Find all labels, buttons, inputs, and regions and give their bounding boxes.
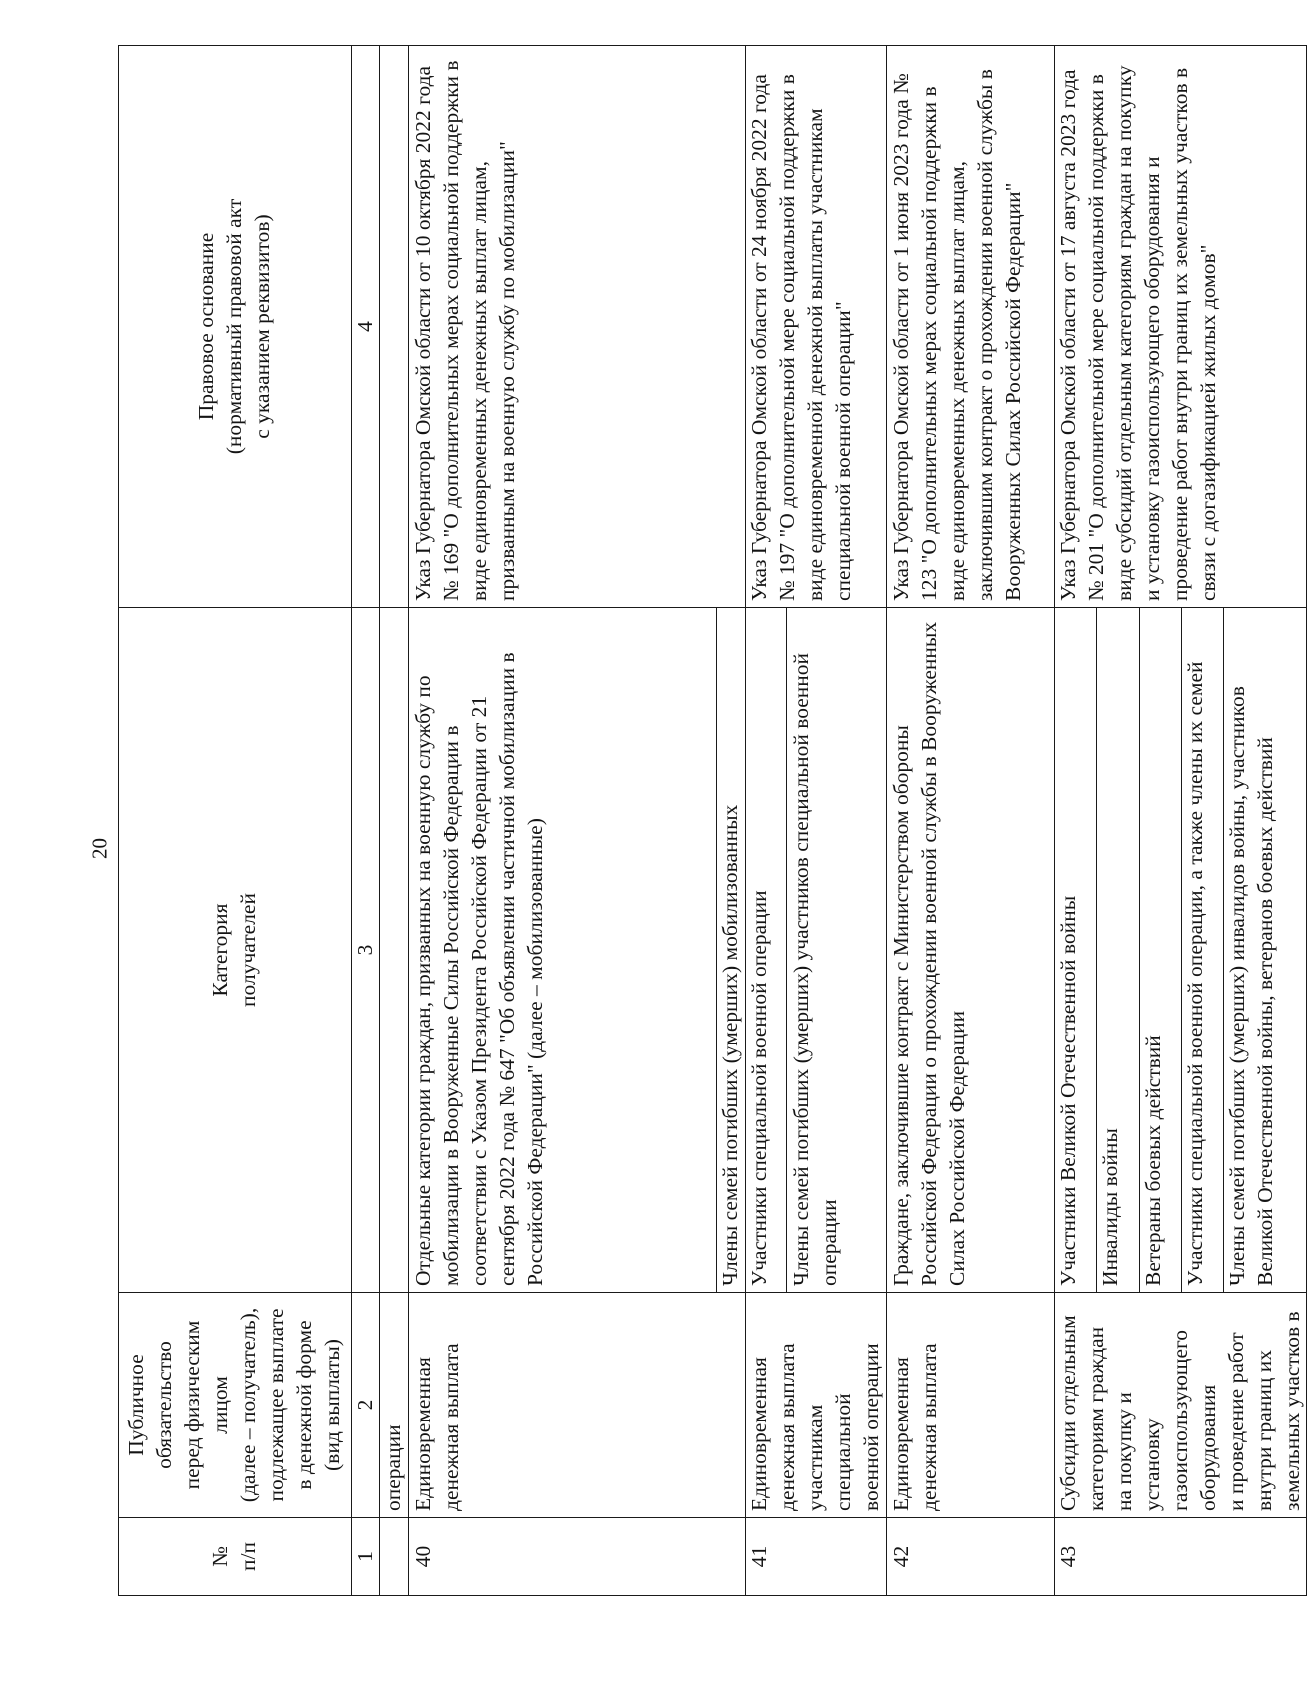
table-row — [746, 46, 787, 1596]
payment-type — [409, 1293, 746, 1518]
row-number: 43 — [1055, 1518, 1307, 1596]
row-number: 40 — [409, 1518, 746, 1596]
payment-type-text: Субсидии отдельным категориям граждан на покупку и установку газоиспользующего оборудования и проведение работ внутри границ их земельных участков в — [1056, 1311, 1304, 1511]
category-cell: Граждане, заключившие контракт с Министерством обороны Российской Федерации о прохождении военной службы в Вооруженных Силах Российской Федерации — [887, 608, 1055, 1293]
payment-type-text: Единовременная денежная выплата — [411, 1343, 464, 1511]
category-cell: Участники Великой Отечественной войны — [1055, 608, 1097, 1293]
header-legal-basis-text: Правовое основание (нормативный правовой акт с указанием реквизитов) — [193, 198, 274, 455]
column-number: 4 — [351, 46, 380, 608]
payment-type — [887, 1293, 1055, 1518]
category-cell: Отдельные категории граждан, призванных на военную службу по мобилизации в Вооруженные Силы Российской Федерации в соответствии с Указом Президента Российской Федерации от 21 сентября 2022 года № 647 "Об объявлении частичной мобилизации в Российской Федерации" (далее – мобилизованные) — [409, 608, 717, 1293]
continuation-basis-cell — [380, 46, 409, 608]
category-cell: Ветераны боевых действий — [1139, 608, 1181, 1293]
column-number: 3 — [351, 608, 380, 1293]
page-number: 20 — [87, 838, 112, 859]
category-cell: Участники специальной военной операции — [746, 608, 787, 1293]
row-number: 41 — [746, 1518, 887, 1596]
legal-basis: Указ Губернатора Омской области от 1 июня 2023 года № 123 "О дополнительных мерах социальной поддержки в виде единовременных денежных выплат лицам, заключившим контракт о прохождении военной службы в Вооруженных Силах Российской Федерации" — [887, 46, 1055, 608]
category-cell: Члены семей погибших (умерших) инвалидов войны, участников Великой Отечественной войны, ветеранов боевых действий — [1224, 608, 1307, 1293]
table-row — [1055, 46, 1097, 1596]
rotated-table-sheet — [118, 46, 1304, 1596]
table-row — [887, 46, 1055, 1596]
payment-type — [746, 1293, 887, 1518]
header-category — [119, 608, 352, 1293]
payment-type — [1055, 1293, 1307, 1518]
header-obligation-text: Публичное обязательство перед физическим лицом (далее – получатель), подлежащее выплате в денежной форме (вид выплаты) — [124, 1307, 344, 1503]
payment-type-text: Единовременная денежная выплата — [889, 1343, 941, 1511]
legal-basis: Указ Губернатора Омской области от 10 октября 2022 года № 169 "О дополнительных мерах социальной поддержки в виде единовременных денежных выплат лицам, призванным на военную службу по мобилизации" — [409, 46, 746, 608]
category-cell: Инвалиды войны — [1097, 608, 1139, 1293]
legal-basis: Указ Губернатора Омской области от 24 ноября 2022 года № 197 "О дополнительной мере социальной поддержки в виде единовременной денежной выплаты участникам специальной военной операции" — [746, 46, 887, 608]
continuation-row — [380, 46, 409, 1596]
table-row — [409, 46, 717, 1596]
header-category-text: Категория получателей — [207, 893, 260, 1007]
column-number: 2 — [351, 1293, 380, 1518]
table-header-row — [119, 46, 352, 1596]
payment-type-text: Единовременная денежная выплата участникам специальной военной операции — [747, 1343, 884, 1511]
header-legal-basis — [119, 46, 352, 608]
row-number: 42 — [887, 1518, 1055, 1596]
continuation-number-cell — [380, 1518, 409, 1596]
header-number — [119, 1518, 352, 1596]
obligations-table — [118, 45, 1307, 1596]
category-cell: Участники специальной военной операции, а также члены их семей — [1181, 608, 1223, 1293]
continuation-category-cell — [380, 608, 409, 1293]
header-number-text: № п/п — [207, 1542, 260, 1571]
category-cell: Члены семей погибших (умерших) участников специальной военной операции — [787, 608, 887, 1293]
continuation-text: операции — [380, 1293, 409, 1518]
legal-basis: Указ Губернатора Омской области от 17 августа 2023 года № 201 "О дополнительной мере социальной поддержки в виде субсидий отдельным категориям граждан на покупку и установку газоиспользующего оборудования и проведение работ внутри границ их земельных участков в связи с догазификацией жилых домов" — [1055, 46, 1307, 608]
header-obligation — [119, 1293, 352, 1518]
category-cell: Члены семей погибших (умерших) мобилизованных — [717, 608, 746, 1293]
column-number-row — [351, 46, 380, 1596]
column-number: 1 — [351, 1518, 380, 1596]
